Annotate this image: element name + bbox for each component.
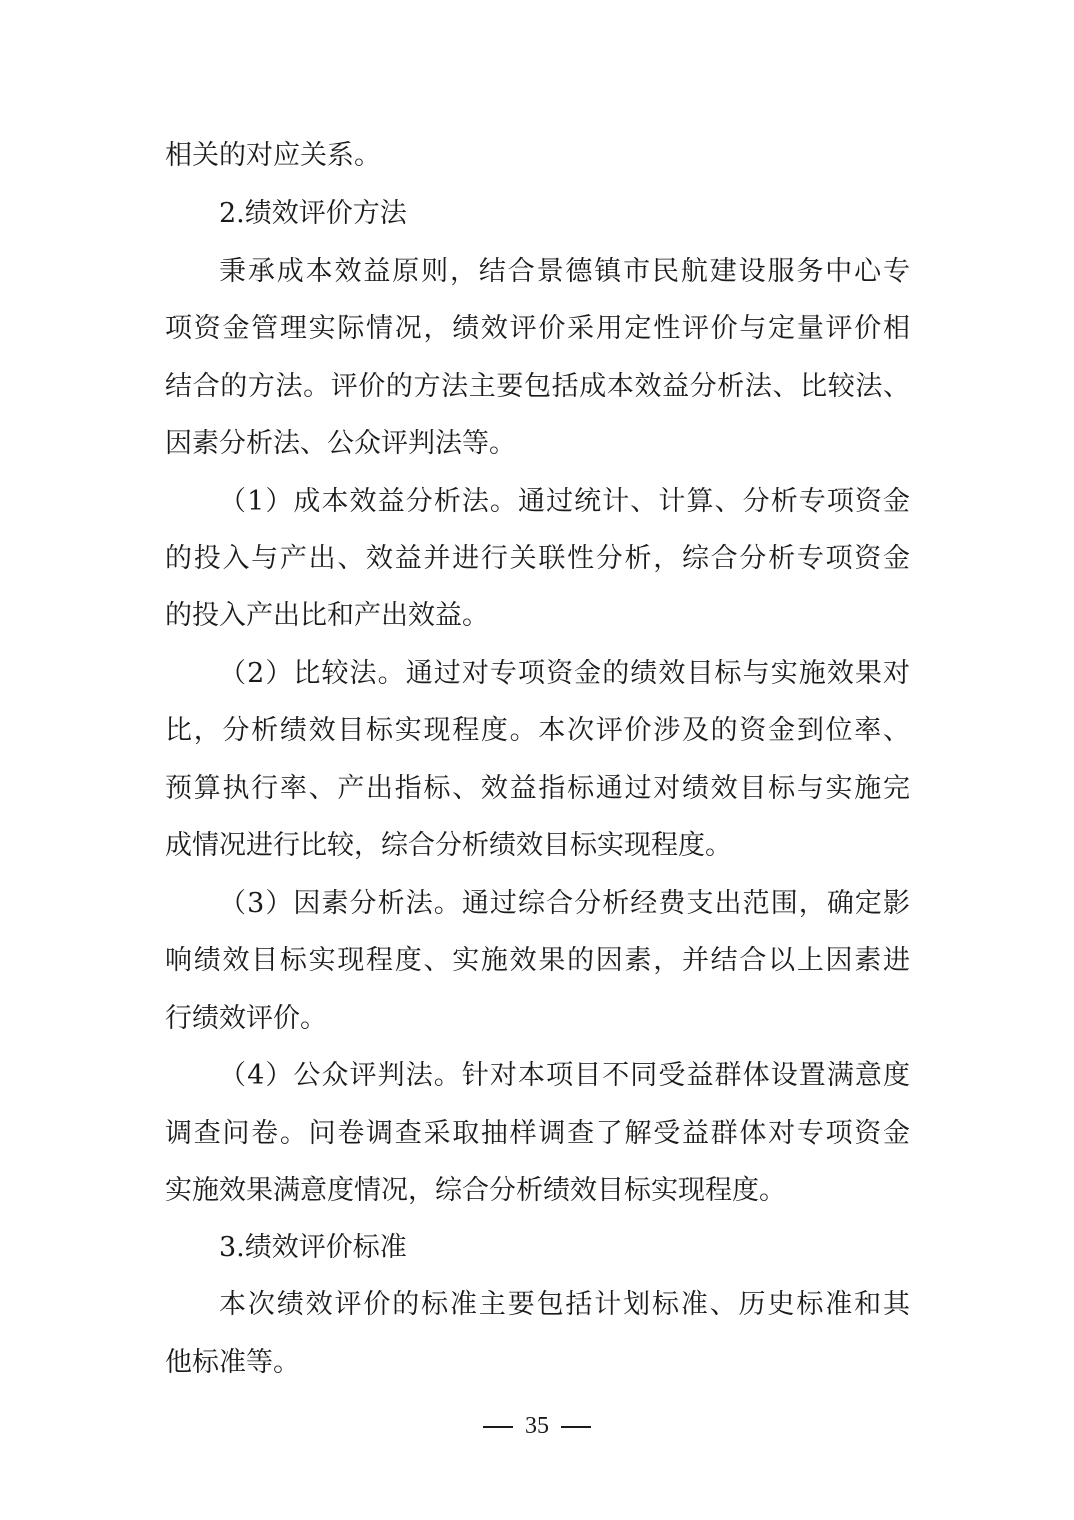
text-line: 本次绩效评价的标准主要包括计划标准、历史标准和其 <box>219 1289 910 1320</box>
text-line: （3）因素分析法。通过综合分析经费支出范围，确定影 <box>219 888 910 919</box>
text-line: 的投入与产出、效益并进行关联性分析，综合分析专项资金 <box>165 543 910 574</box>
text-line: （2）比较法。通过对专项资金的绩效目标与实施效果对 <box>219 658 910 689</box>
text-line: 的投入产出比和产出效益。 <box>165 600 489 631</box>
section-heading: 3.绩效评价标准 <box>219 1232 407 1263</box>
text-line: 调查问卷。问卷调查采取抽样调查了解受益群体对专项资金 <box>165 1118 910 1149</box>
text-line: 成情况进行比较，综合分析绩效目标实现程度。 <box>165 830 732 861</box>
text-line: 他标准等。 <box>165 1347 300 1378</box>
text-line: 秉承成本效益原则，结合景德镇市民航建设服务中心专 <box>219 256 910 287</box>
page-footer <box>0 1410 1074 1442</box>
dash-right <box>561 1426 591 1428</box>
text-line: 相关的对应关系。 <box>165 140 381 171</box>
text-line: 因素分析法、公众评判法等。 <box>165 428 516 459</box>
page-number: 35 <box>525 1413 549 1439</box>
dash-left <box>483 1426 513 1428</box>
text-line: 实施效果满意度情况，综合分析绩效目标实现程度。 <box>165 1175 786 1206</box>
text-line: （1）成本效益分析法。通过统计、计算、分析专项资金 <box>219 486 910 517</box>
text-line: 响绩效目标实现程度、实施效果的因素，并结合以上因素进 <box>165 945 910 976</box>
text-line: 预算执行率、产出指标、效益指标通过对绩效目标与实施完 <box>165 773 910 804</box>
text-line: 结合的方法。评价的方法主要包括成本效益分析法、比较法、 <box>165 371 910 402</box>
text-line: 行绩效评价。 <box>165 1003 327 1034</box>
text-line: 项资金管理实际情况，绩效评价采用定性评价与定量评价相 <box>165 313 910 344</box>
text-line: 比，分析绩效目标实现程度。本次评价涉及的资金到位率、 <box>165 715 910 746</box>
text-line: （4）公众评判法。针对本项目不同受益群体设置满意度 <box>219 1060 910 1091</box>
section-heading: 2.绩效评价方法 <box>219 198 407 229</box>
